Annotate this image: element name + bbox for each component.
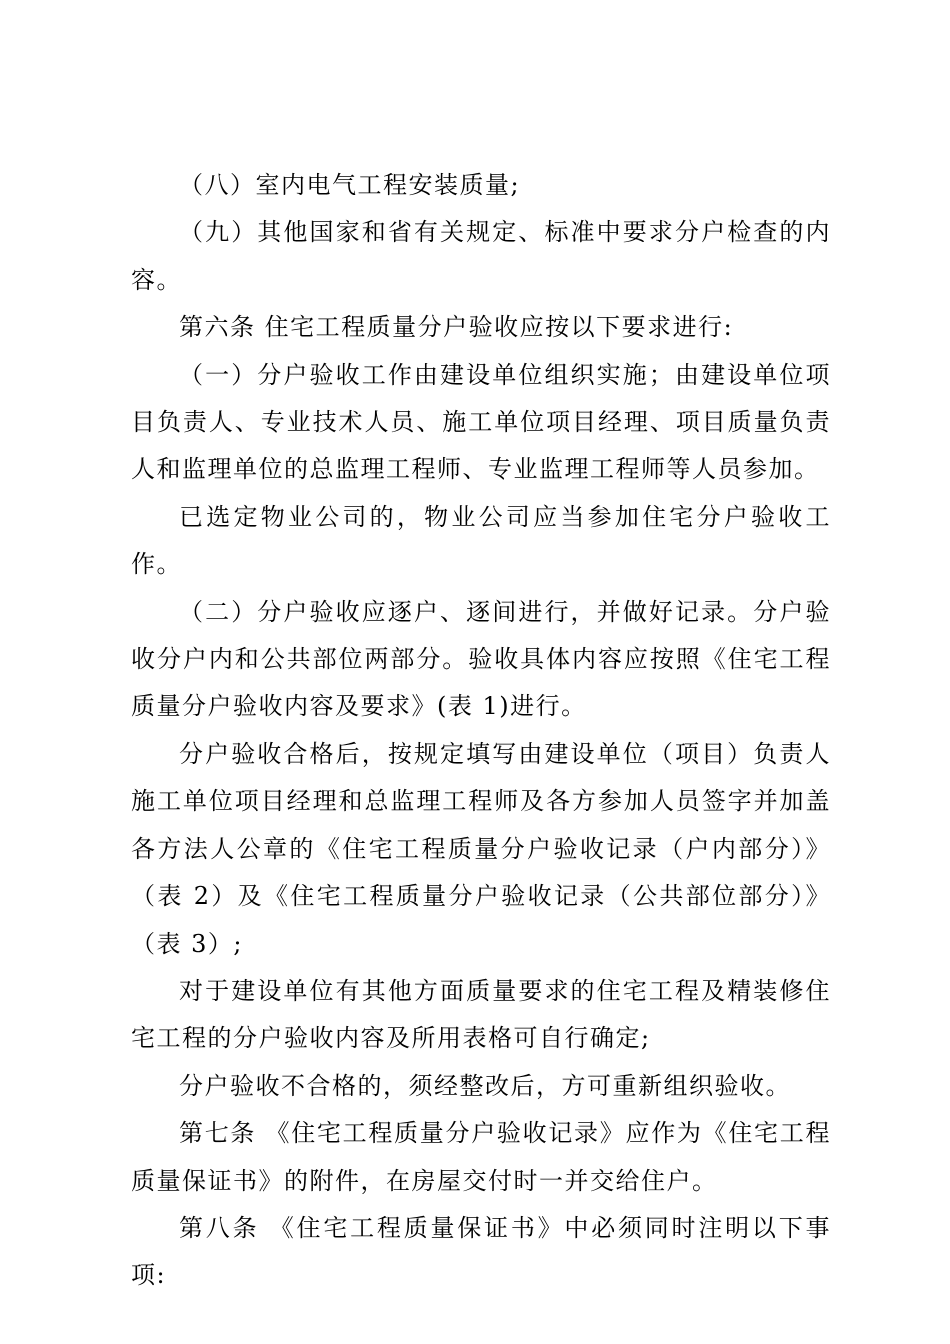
paragraph-article-6-item-1: （一）分户验收工作由建设单位组织实施；由建设单位项目负责人、专业技术人员、施工单位项目经理、项目质量负责人和监理单位的总监理工程师、专业监理工程师等人员参加。 [131, 360, 831, 484]
document-body [131, 162, 831, 1300]
article-7-paragraph: 第七条 《住宅工程质量分户验收记录》应作为《住宅工程质量保证书》的附件，在房屋交付时一并交给住户。 [131, 1119, 831, 1195]
paragraph-acceptance-failed: 分户验收不合格的，须经整改后，方可重新组织验收。 [179, 1071, 791, 1100]
paragraph-property-company: 已选定物业公司的，物业公司应当参加住宅分户验收工作。 [131, 502, 831, 579]
article-8-paragraph: 第八条 《住宅工程质量保证书》中必须同时注明以下事项: [131, 1213, 831, 1290]
article-6-heading: 第六条 住宅工程质量分户验收应按以下要求进行: [179, 313, 734, 342]
paragraph-other-requirements: 对于建设单位有其他方面质量要求的住宅工程及精装修住宅工程的分户验收内容及所用表格可自行确定; [131, 976, 831, 1053]
paragraph-acceptance-passed: 分户验收合格后，按规定填写由建设单位（项目）负责人施工单位项目经理和总监理工程师及各方参加人员签字并加盖各方法人公章的《住宅工程质量分户验收记录（户内部分）》（表 2）及《住宅工程质量分户验收记录（公共部位部分）》（表 3）; [131, 739, 831, 958]
paragraph-item-8: （八）室内电气工程安装质量; [179, 171, 521, 199]
paragraph-article-6-item-2: （二）分户验收应逐户、逐间进行，并做好记录。分户验收分户内和公共部位两部分。验收具体内容应按照《住宅工程质量分户验收内容及要求》(表 1)进行。 [131, 597, 831, 721]
paragraph-item-9: （九）其他国家和省有关规定、标准中要求分户检查的内容。 [131, 218, 831, 294]
